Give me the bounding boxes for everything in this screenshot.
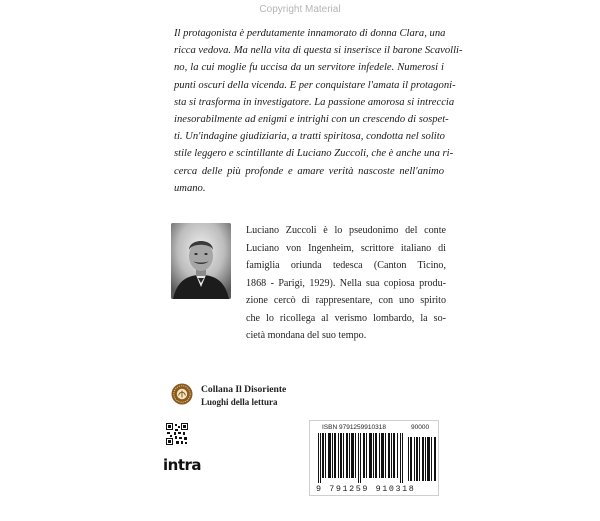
bio-line: zione cercò di rappresentare, con uno spirito <box>246 295 446 306</box>
bio-line: cietà mondana del suo tempo. <box>246 330 367 341</box>
bio-line: Luciano von Ingenheim, scrittore italiano di <box>246 242 446 254</box>
author-portrait-drawing <box>171 223 231 299</box>
blurb-line: inesorabilmente ad enigmi e intrighi con un crescendo di sospet- <box>174 114 449 126</box>
isbn-barcode <box>309 420 439 496</box>
author-bio <box>246 222 446 345</box>
collana-seal-icon <box>171 383 193 405</box>
blurb-line: Il protagonista è perdutamente innamorato di donna Clara, una <box>174 28 446 39</box>
blurb-line: ti. Un'indagine giudiziaria, a tratti spiritosa, condotta nel solito <box>174 131 445 143</box>
collana-title: Collana Il Disoriente <box>201 384 287 395</box>
bio-line: famiglia oriunda tedesca (Canton Ticino, <box>246 260 446 271</box>
bio-line: che lo ricollega al verismo lombardo, la so- <box>246 312 446 324</box>
blurb-line: sta si trasforma in investigatore. La passione amorosa si intreccia <box>174 96 455 108</box>
isbn-label: ISBN 9791259910318 <box>322 424 386 431</box>
blurb-line: stile leggero e scintillante di Luciano Zuccoli, che è anche una ri- <box>174 148 454 160</box>
blurb-line: umano. <box>174 182 206 194</box>
publisher-logo: intra <box>163 456 202 474</box>
blurb-line: cerca delle più profonde e amare verità nascoste nell'animo <box>174 165 444 177</box>
bio-line: 1868 - Parigi, 1929). Nella sua copiosa produ- <box>246 277 446 289</box>
collana-label <box>201 383 286 409</box>
blurb-line: no, la cui moglie fu uccisa da un servitore infedele. Numerosi i <box>174 62 444 74</box>
ean-bars <box>318 433 404 483</box>
addon-bars <box>408 437 436 481</box>
back-cover-blurb <box>174 25 463 197</box>
collana-subtitle: Luoghi della lettura <box>201 397 278 407</box>
blurb-line: ricca vedova. Ma nella vita di questa si inserisce il barone Scavolli- <box>174 45 463 57</box>
blurb-line: punti oscuri della vicenda. E per conquistare l'amata il protagoni- <box>174 79 456 91</box>
bio-line: Luciano Zuccoli è lo pseudonimo del conte <box>246 225 446 236</box>
copyright-watermark: Copyright Material <box>259 4 341 15</box>
ean-digits: 9 791259 910318 <box>316 484 416 494</box>
author-portrait <box>171 223 231 299</box>
qr-code-icon <box>166 423 188 445</box>
price-addon-number: 90000 <box>411 424 430 431</box>
